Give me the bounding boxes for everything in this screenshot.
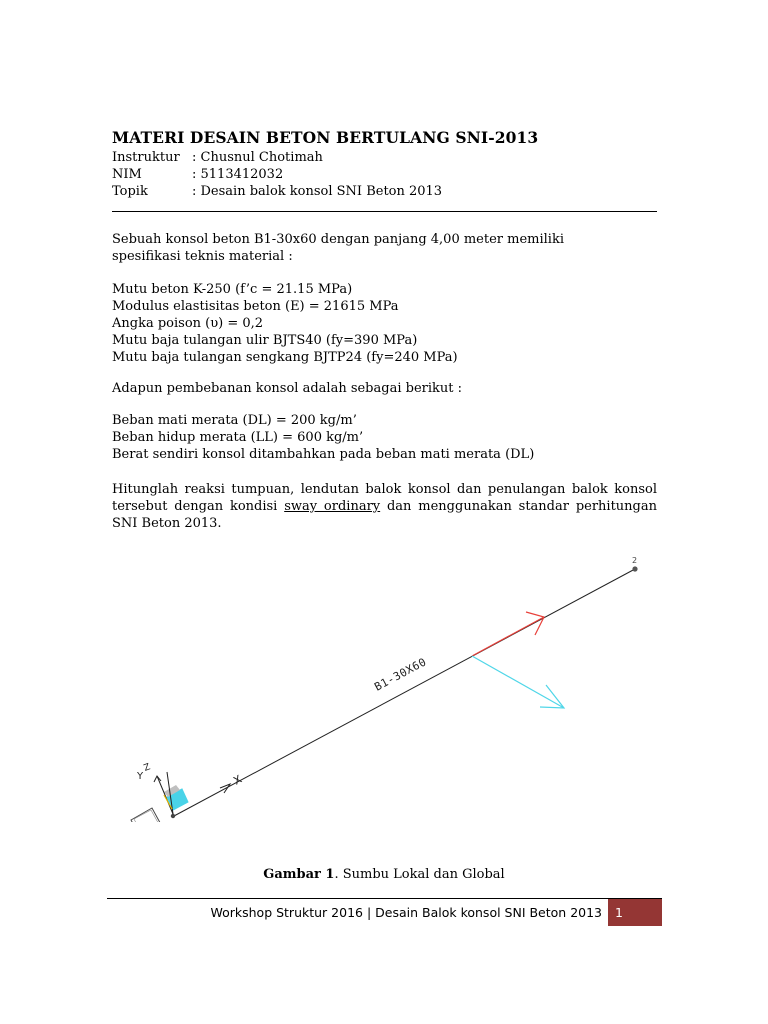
meta-value: : Chusnul Chotimah (192, 150, 323, 165)
material-item: Mutu beton K-250 (f’c = 21.15 MPa) (112, 282, 353, 297)
material-item: Mutu baja tulangan ulir BJTS40 (fy=390 MPa) (112, 333, 418, 348)
task-text: Hitunglah reaksi tumpuan, lendutan balok konsol dan penulangan balok konsol tersebut dengan kondisi (112, 482, 657, 514)
cyan-axis-line (472, 656, 564, 708)
meta-row-topik (112, 183, 442, 200)
load-item: Beban mati merata (DL) = 200 kg/m’ (112, 413, 357, 428)
document-meta (112, 149, 442, 200)
material-item: Angka poison (υ) = 0,2 (112, 316, 264, 331)
material-item: Modulus elastisitas beton (E) = 21615 MPa (112, 299, 399, 314)
meta-value: : 5113412032 (192, 167, 284, 182)
loads-intro: Adapun pembebanan konsol adalah sebagai berikut : (112, 381, 462, 396)
task-text-end: dan menggunakan standar perhitungan SNI Beton 2013. (112, 499, 657, 531)
material-item: Mutu baja tulangan sengkang BJTP24 (fy=240 MPa) (112, 350, 458, 365)
y-axis-arrow-head (154, 776, 161, 782)
x-axis-label: X (231, 772, 245, 788)
caption-bold: Gambar 1 (263, 867, 335, 882)
caption-text: . Sumbu Lokal dan Global (334, 867, 505, 882)
page-title: MATERI DESAIN BETON BERTULANG SNI-2013 (112, 128, 539, 147)
page-number: 1 (608, 899, 662, 926)
meta-row-nim (112, 166, 442, 183)
task-underlined: sway ordinary (284, 499, 381, 514)
node-label: 2 (632, 556, 638, 565)
meta-label: NIM (112, 167, 142, 182)
meta-value: : Desain balok konsol SNI Beton 2013 (192, 184, 443, 199)
y-axis-label: Y (137, 771, 144, 782)
load-item: Beban hidup merata (LL) = 600 kg/m’ (112, 430, 364, 445)
origin-marker (171, 814, 175, 818)
fixed-support-square (131, 808, 164, 822)
meta-row-instruktur (112, 149, 442, 166)
beam-label: B1-30X60 (372, 655, 429, 694)
intro-paragraph: Sebuah konsol beton B1-30x60 dengan panjang 4,00 meter memiliki spesifikasi teknis material : (112, 232, 564, 264)
load-item: Berat sendiri konsol ditambahkan pada beban mati merata (DL) (112, 447, 535, 462)
node-marker (632, 566, 637, 571)
beam-figure (112, 552, 657, 822)
materials-list (112, 281, 657, 366)
meta-label: Instruktur (112, 150, 180, 165)
loads-list (112, 412, 534, 463)
red-axis-line (472, 617, 544, 656)
z-axis-label: Z (142, 762, 152, 774)
header-divider (112, 211, 657, 212)
task-paragraph (112, 481, 657, 532)
meta-label: Topik (112, 184, 148, 199)
red-arrow-head (526, 612, 544, 635)
footer-text: Workshop Struktur 2016 | Desain Balok konsol SNI Beton 2013 (210, 905, 602, 920)
beam-line (174, 569, 635, 816)
figure-caption (0, 867, 768, 882)
footer-divider (107, 898, 662, 899)
